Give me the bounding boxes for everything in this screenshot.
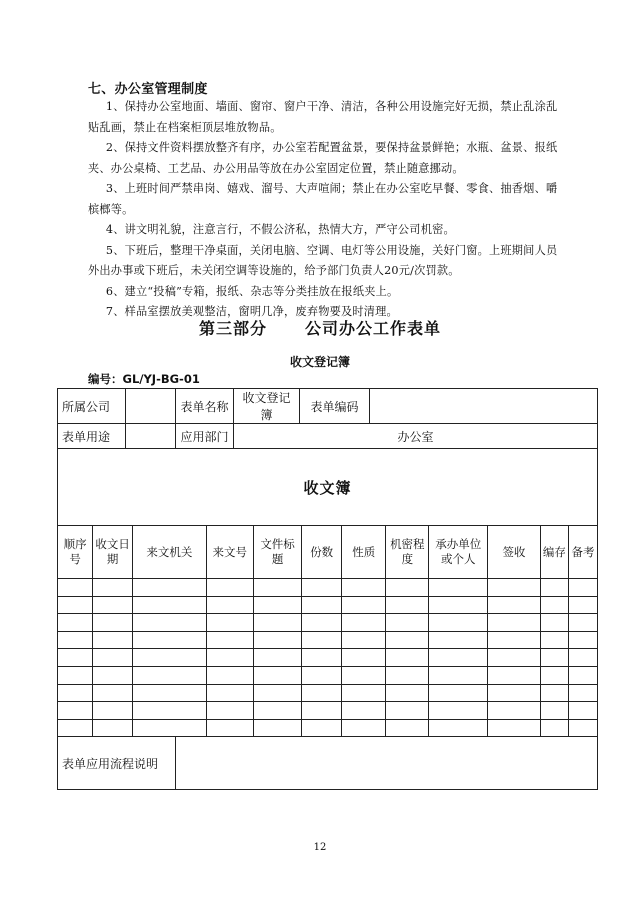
rule-item: 5、下班后，整理干净桌面，关闭电脑、空调、电灯等公用设施，关好门窗。上班期间人员外出办事或下班后，未关闭空调等设施的，给予部门负责人20元/次罚款。 [88, 243, 558, 277]
table-cell[interactable] [93, 684, 133, 702]
table-cell[interactable] [342, 579, 386, 597]
section-title: 七、办公室管理制度 [88, 82, 208, 97]
dept-value: 办公室 [234, 424, 598, 449]
part-title [0, 316, 640, 339]
table-cell[interactable] [386, 649, 429, 667]
table-row [58, 596, 597, 614]
column-header: 编存 [540, 526, 568, 579]
column-header: 签收 [488, 526, 541, 579]
column-header: 来文号 [206, 526, 253, 579]
table-cell[interactable] [342, 702, 386, 720]
column-header: 文件标题 [253, 526, 301, 579]
table-cell[interactable] [302, 702, 342, 720]
column-header: 性质 [342, 526, 386, 579]
rule-item: 1、保持办公室地面、墙面、窗帘、窗户干净、清洁，各种公用设施完好无损，禁止乱涂乱贴乱画，禁止在档案柜顶层堆放物品。 [88, 100, 558, 134]
table-cell[interactable] [206, 666, 253, 684]
table-cell[interactable] [429, 666, 488, 684]
table-cell[interactable] [58, 666, 93, 684]
table-cell[interactable] [569, 684, 597, 702]
table-cell[interactable] [58, 649, 93, 667]
table-cell[interactable] [206, 579, 253, 597]
table-cell[interactable] [206, 631, 253, 649]
column-header: 来文机关 [133, 526, 207, 579]
form-name-value: 收文登记簿 [234, 389, 300, 424]
table-cell[interactable] [302, 631, 342, 649]
table-cell[interactable] [253, 596, 301, 614]
table-cell[interactable] [253, 666, 301, 684]
purpose-label: 表单用途 [58, 424, 126, 449]
table-cell[interactable] [342, 649, 386, 667]
table-cell[interactable] [93, 649, 133, 667]
table-cell[interactable] [342, 596, 386, 614]
form-code-value[interactable] [370, 389, 598, 424]
column-header: 顺序号 [58, 526, 93, 579]
rules-list [88, 97, 566, 323]
table-cell[interactable] [342, 614, 386, 632]
register-grid-wrap [58, 526, 598, 737]
table-cell[interactable] [302, 684, 342, 702]
table-cell[interactable] [569, 631, 597, 649]
table-cell[interactable] [133, 666, 207, 684]
table-cell[interactable] [342, 666, 386, 684]
table-cell[interactable] [206, 614, 253, 632]
table-cell[interactable] [540, 649, 568, 667]
table-cell[interactable] [488, 579, 541, 597]
table-cell[interactable] [253, 631, 301, 649]
table-cell[interactable] [429, 649, 488, 667]
table-cell[interactable] [58, 684, 93, 702]
dept-label: 应用部门 [176, 424, 234, 449]
table-cell[interactable] [342, 719, 386, 736]
table-cell[interactable] [488, 702, 541, 720]
table-row [58, 684, 597, 702]
table-cell[interactable] [386, 702, 429, 720]
rule-item: 4、讲文明礼貌，注意言行，不假公济私，热情大方，严守公司机密。 [105, 223, 455, 236]
table-row [58, 702, 597, 720]
rule-item: 2、保持文件资料摆放整齐有序，办公室若配置盆景，要保持盆景鲜艳；水瓶、盆景、报纸夹、办公桌椅、工艺品、办公用品等放在办公室固定位置，禁止随意挪动。 [88, 141, 558, 175]
table-cell[interactable] [386, 579, 429, 597]
table-cell[interactable] [488, 666, 541, 684]
table-cell[interactable] [133, 719, 207, 736]
table-cell[interactable] [133, 614, 207, 632]
book-title-row [58, 449, 598, 526]
table-cell[interactable] [133, 702, 207, 720]
table-cell[interactable] [253, 614, 301, 632]
table-cell[interactable] [386, 666, 429, 684]
table-cell[interactable] [58, 702, 93, 720]
page-number: 12 [313, 842, 327, 853]
table-cell[interactable] [429, 596, 488, 614]
table-cell[interactable] [133, 649, 207, 667]
table-cell[interactable] [540, 684, 568, 702]
table-cell[interactable] [253, 649, 301, 667]
table-cell[interactable] [253, 684, 301, 702]
table-cell[interactable] [540, 631, 568, 649]
register-header-row [58, 526, 597, 579]
table-cell[interactable] [540, 719, 568, 736]
table-cell[interactable] [342, 631, 386, 649]
table-cell[interactable] [302, 579, 342, 597]
table-cell[interactable] [58, 614, 93, 632]
form-table [57, 388, 598, 790]
table-cell[interactable] [488, 719, 541, 736]
table-cell[interactable] [488, 614, 541, 632]
part-number: 第三部分 [198, 319, 267, 338]
table-cell[interactable] [540, 614, 568, 632]
table-row [58, 649, 597, 667]
column-header: 收文日期 [93, 526, 133, 579]
table-cell[interactable] [206, 596, 253, 614]
table-cell[interactable] [386, 596, 429, 614]
company-label: 所属公司 [58, 389, 126, 424]
table-cell[interactable] [488, 596, 541, 614]
purpose-value[interactable] [126, 424, 176, 449]
table-cell[interactable] [429, 631, 488, 649]
table-cell[interactable] [302, 719, 342, 736]
form-code-label: 表单编码 [300, 389, 370, 424]
rule-item: 7、样品室摆放美观整洁，窗明几净，废弃物要及时清理。 [105, 305, 398, 318]
table-cell[interactable] [386, 684, 429, 702]
table-cell[interactable] [58, 631, 93, 649]
table-cell[interactable] [253, 579, 301, 597]
table-cell[interactable] [429, 684, 488, 702]
table-cell[interactable] [206, 719, 253, 736]
table-cell[interactable] [302, 666, 342, 684]
rule-item: 6、建立“投稿”专箱，报纸、杂志等分类挂放在报纸夹上。 [105, 284, 399, 298]
table-cell[interactable] [58, 579, 93, 597]
table-cell[interactable] [93, 631, 133, 649]
table-row [58, 631, 597, 649]
table-cell[interactable] [93, 666, 133, 684]
company-value[interactable] [126, 389, 176, 424]
table-cell[interactable] [302, 649, 342, 667]
table-cell[interactable] [93, 719, 133, 736]
form-title: 收文登记簿 [289, 355, 350, 369]
table-cell[interactable] [429, 614, 488, 632]
table-cell[interactable] [206, 649, 253, 667]
table-cell[interactable] [302, 596, 342, 614]
table-cell[interactable] [540, 666, 568, 684]
table-cell[interactable] [58, 596, 93, 614]
form-header-row [58, 389, 598, 424]
table-cell[interactable] [93, 596, 133, 614]
table-cell[interactable] [488, 649, 541, 667]
flow-row [58, 737, 598, 790]
table-cell[interactable] [206, 684, 253, 702]
table-cell[interactable] [569, 649, 597, 667]
table-cell[interactable] [386, 719, 429, 736]
table-cell[interactable] [93, 702, 133, 720]
table-cell[interactable] [488, 684, 541, 702]
table-cell[interactable] [253, 702, 301, 720]
table-cell[interactable] [569, 614, 597, 632]
table-cell[interactable] [429, 579, 488, 597]
table-cell[interactable] [569, 702, 597, 720]
register-grid [58, 526, 597, 736]
table-cell[interactable] [569, 579, 597, 597]
flow-label: 表单应用流程说明 [58, 737, 176, 790]
table-cell[interactable] [569, 719, 597, 736]
form-purpose-row [58, 424, 598, 449]
book-title: 收文簿 [303, 478, 352, 497]
table-cell[interactable] [429, 702, 488, 720]
table-cell[interactable] [133, 596, 207, 614]
table-row [58, 614, 597, 632]
table-cell[interactable] [302, 614, 342, 632]
table-cell[interactable] [569, 596, 597, 614]
table-cell[interactable] [133, 631, 207, 649]
flow-value[interactable] [176, 737, 598, 790]
rule-item: 3、上班时间严禁串岗、嬉戏、溜号、大声喧闹；禁止在办公室吃早餐、零食、抽香烟、嚼槟榔等。 [88, 182, 558, 216]
column-header: 承办单位或个人 [429, 526, 488, 579]
part-name: 公司办公工作表单 [305, 319, 442, 338]
table-row [58, 719, 597, 736]
table-cell[interactable] [386, 631, 429, 649]
table-cell[interactable] [386, 614, 429, 632]
form-name-label: 表单名称 [176, 389, 234, 424]
table-cell[interactable] [429, 719, 488, 736]
table-cell[interactable] [342, 684, 386, 702]
table-cell[interactable] [206, 702, 253, 720]
table-cell[interactable] [58, 719, 93, 736]
column-header: 份数 [302, 526, 342, 579]
table-cell[interactable] [133, 579, 207, 597]
column-header: 机密程度 [386, 526, 429, 579]
table-cell[interactable] [253, 719, 301, 736]
table-cell[interactable] [93, 614, 133, 632]
book-title-cell [58, 449, 598, 526]
table-cell[interactable] [93, 579, 133, 597]
table-cell[interactable] [569, 666, 597, 684]
table-cell[interactable] [540, 579, 568, 597]
column-header: 备考 [569, 526, 597, 579]
table-cell[interactable] [540, 596, 568, 614]
register-grid-row [58, 526, 598, 737]
table-cell[interactable] [540, 702, 568, 720]
form-code: 编号：GL/YJ-BG-01 [88, 372, 200, 386]
table-row [58, 579, 597, 597]
table-cell[interactable] [488, 631, 541, 649]
table-row [58, 666, 597, 684]
table-cell[interactable] [133, 684, 207, 702]
